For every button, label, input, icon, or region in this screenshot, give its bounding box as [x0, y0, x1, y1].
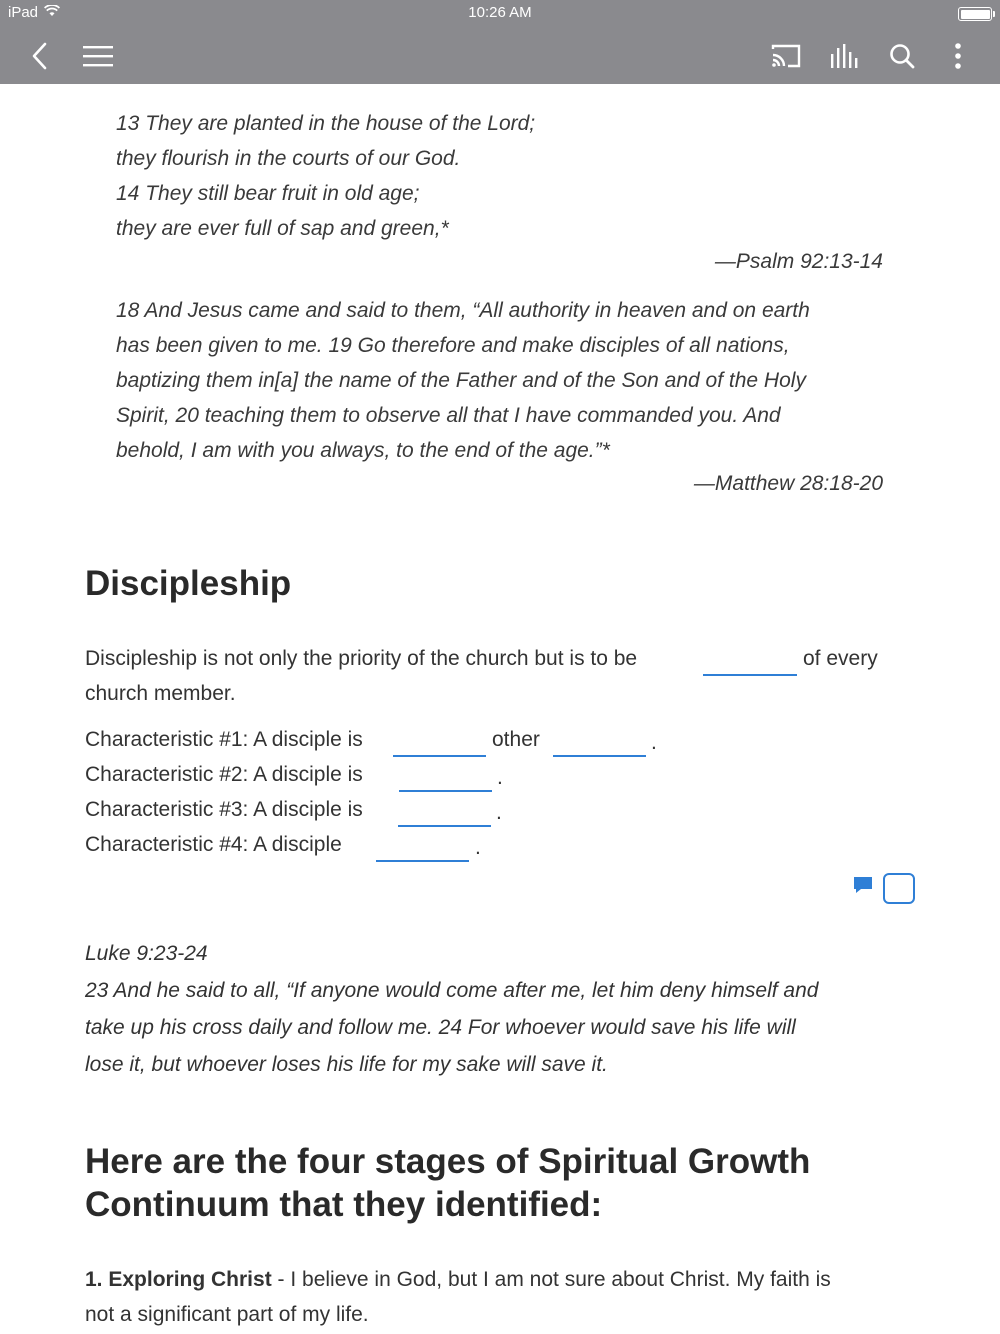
luke-line: lose it, but whoever loses his life for my sake will save it.	[85, 1053, 608, 1076]
luke-line: 23 And he said to all, “If anyone would come after me, let him deny himself and	[85, 979, 819, 1002]
more-icon[interactable]	[940, 38, 976, 74]
matthew-line: behold, I am with you always, to the end of the age.”*	[116, 439, 610, 462]
app-toolbar	[0, 28, 1000, 84]
status-bar	[0, 0, 1000, 28]
period: .	[497, 766, 503, 789]
stage-item-1	[85, 1262, 831, 1297]
period: .	[475, 836, 481, 859]
characteristic-3-label: Characteristic #3: A disciple is	[85, 798, 363, 821]
period: .	[496, 801, 502, 824]
intro-text: Discipleship is not only the priority of the church but is to be	[85, 647, 638, 670]
matthew-line: has been given to me. 19 Go therefore and make disciples of all nations,	[116, 334, 790, 357]
luke-line: take up his cross daily and follow me. 24 For whoever would save his life will	[85, 1016, 796, 1039]
matthew-reference: —Matthew 28:18-20	[693, 472, 883, 495]
stage-item-1-line2: not a significant part of my life.	[85, 1303, 369, 1326]
psalm-line: 13 They are planted in the house of the Lord;	[116, 112, 536, 135]
stages-heading-line2: Continuum that they identified:	[85, 1185, 603, 1224]
audio-icon[interactable]	[826, 38, 862, 74]
fill-in-blank[interactable]	[393, 755, 486, 757]
fill-in-blank[interactable]	[553, 755, 646, 757]
stages-heading-line1: Here are the four stages of Spiritual Growth	[85, 1142, 811, 1181]
battery-icon	[958, 7, 992, 21]
fill-in-blank[interactable]	[399, 790, 492, 792]
cast-icon[interactable]	[768, 38, 804, 74]
psalm-line: they are ever full of sap and green,*	[116, 217, 449, 240]
menu-icon[interactable]	[80, 38, 116, 74]
psalm-reference: —Psalm 92:13-14	[714, 250, 883, 273]
fill-in-blank[interactable]	[703, 674, 797, 676]
luke-reference: Luke 9:23-24	[85, 942, 208, 965]
back-icon[interactable]	[22, 38, 58, 74]
discipleship-heading: Discipleship	[85, 564, 292, 603]
characteristic-1-label: Characteristic #1: A disciple is	[85, 728, 363, 751]
status-time: 10:26 AM	[468, 4, 532, 21]
psalm-line: they flourish in the courts of our God.	[116, 147, 461, 170]
device-label: iPad	[8, 4, 39, 21]
matthew-line: baptizing them in[a] the name of the Father and of the Son and of the Holy	[116, 369, 806, 392]
characteristic-4-label: Characteristic #4: A disciple	[85, 833, 342, 856]
stage-item-1-title: 1. Exploring Christ	[85, 1268, 272, 1291]
fill-in-blank[interactable]	[398, 825, 491, 827]
psalm-line: 14 They still bear fruit in old age;	[116, 182, 420, 205]
checkbox-icon[interactable]	[883, 873, 915, 904]
note-icon[interactable]	[853, 876, 873, 899]
matthew-line: 18 And Jesus came and said to them, “All authority in heaven and on earth	[116, 299, 810, 322]
search-icon[interactable]	[884, 38, 920, 74]
characteristic-2-label: Characteristic #2: A disciple is	[85, 763, 363, 786]
characteristic-1-mid: other	[492, 728, 540, 751]
intro-text-line2: church member.	[85, 682, 236, 705]
intro-text-end: of every	[803, 647, 878, 670]
fill-in-blank[interactable]	[376, 860, 469, 862]
stage-item-1-text: - I believe in God, but I am not sure about Christ. My faith is	[271, 1268, 831, 1291]
matthew-line: Spirit, 20 teaching them to observe all that I have commanded you. And	[116, 404, 781, 427]
period: .	[651, 731, 657, 754]
